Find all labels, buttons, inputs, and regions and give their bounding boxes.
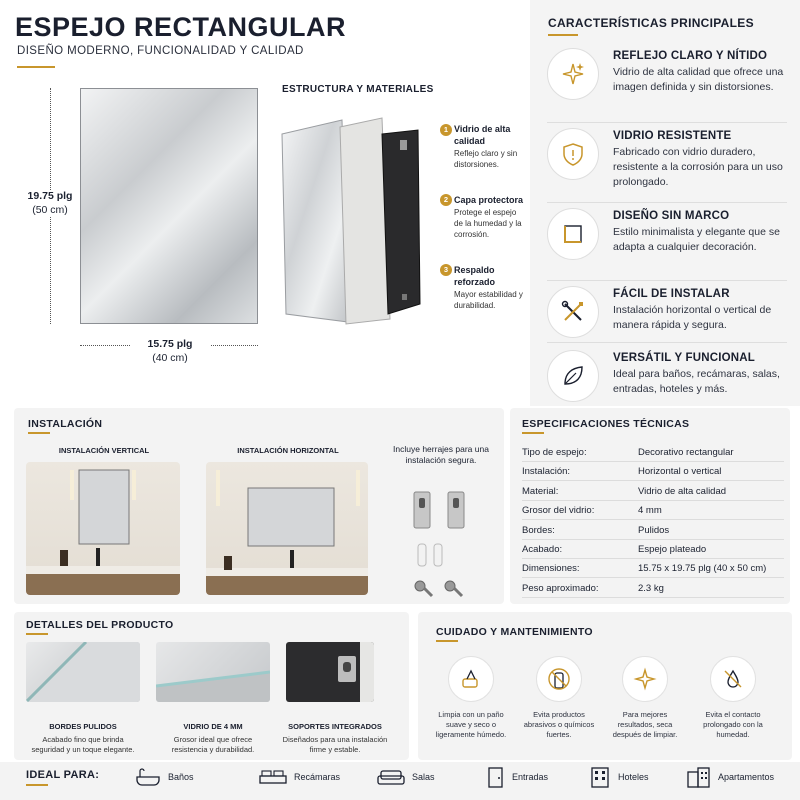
ideal-item-banos [134, 766, 194, 788]
spec-row [522, 559, 784, 578]
detail-title: VIDRIO DE 4 MM [183, 722, 243, 731]
spec-row [522, 521, 784, 540]
details-title: DETALLES DEL PRODUCTO [26, 619, 174, 631]
detail-title: SOPORTES INTEGRADOS [288, 722, 382, 731]
layer-1 [454, 123, 524, 171]
ideal-label: Entradas [512, 772, 549, 782]
detail-mounting-brackets [278, 722, 392, 755]
height-inches: 19.75 plg [27, 190, 73, 202]
tools-icon [547, 286, 599, 338]
detail-desc: Grosor ideal que ofrece resistencia y durabilidad. [171, 735, 255, 755]
mounting-hardware-image [404, 484, 484, 602]
spec-key: Tipo de espejo: [522, 447, 587, 458]
layer-2 [454, 194, 526, 241]
title-underline [17, 66, 55, 68]
ideal-item-entradas [484, 766, 548, 788]
spec-row [522, 443, 784, 462]
feature-title: VERSÁTIL Y FUNCIONAL [613, 352, 756, 364]
spec-value: 4 mm [638, 505, 662, 517]
feature-title: REFLEJO CLARO Y NÍTIDO [613, 50, 768, 62]
cloth-wipe-icon [448, 656, 494, 702]
spec-value: Decorativo rectangular [638, 447, 734, 458]
feature-desc: Instalación horizontal o vertical de manera rápida y segura. [613, 304, 772, 332]
care-desc: Evita productos abrasivos o químicos fuertes. [523, 710, 595, 740]
layer-2-title: Capa protectora [454, 195, 524, 205]
features-title: CARACTERÍSTICAS PRINCIPALES [548, 16, 754, 30]
vertical-install-photo [26, 462, 180, 595]
sparkle-dry-icon [622, 656, 668, 702]
feature-resistant-glass [547, 128, 797, 200]
spec-row [522, 540, 784, 559]
ideal-label: Recámaras [294, 772, 341, 782]
shield-icon [547, 128, 599, 180]
ideal-label: Salas [412, 772, 435, 782]
spec-key: Bordes: [522, 524, 555, 536]
detail-title: BORDES PULIDOS [49, 722, 117, 731]
spec-key: Peso aproximado: [522, 582, 599, 594]
mounting-brackets-photo [286, 642, 374, 702]
ideal-label: Hoteles [618, 772, 649, 782]
spec-row [522, 462, 784, 481]
door-icon [484, 766, 506, 788]
detail-desc: Diseñados para una instalación firme y estable. [282, 735, 388, 755]
horizontal-install-photo [206, 462, 368, 595]
horizontal-install-label: INSTALACIÓN HORIZONTAL [237, 446, 339, 455]
ideal-item-apartamentos [686, 766, 774, 788]
spec-row [522, 501, 784, 520]
care-item-3 [606, 656, 684, 740]
care-item-2 [520, 656, 598, 740]
feature-desc: Vidrio de alta calidad que ofrece una imagen definida y sin distorsiones. [613, 66, 784, 94]
layer-3-desc: Mayor estabilidad y durabilidad. [454, 290, 523, 311]
glass-thickness-photo [156, 642, 270, 702]
ideal-item-salas [376, 766, 435, 788]
no-moisture-icon [710, 656, 756, 702]
bed-icon [258, 766, 288, 788]
ideal-label: Apartamentos [718, 772, 775, 782]
feature-desc: Ideal para baños, recámaras, salas, entradas, hoteles y más. [613, 368, 780, 396]
bathtub-icon [134, 766, 162, 788]
feature-frameless [547, 208, 797, 280]
specs-title: ESPECIFICACIONES TÉCNICAS [522, 418, 690, 430]
frameless-square-icon [547, 208, 599, 260]
layer-number-2: 2 [440, 194, 452, 206]
spec-key: Dimensiones: [522, 563, 580, 575]
spec-value: 15.75 x 19.75 plg (40 x 50 cm) [638, 563, 767, 575]
hotel-icon [588, 766, 612, 788]
spec-value: Horizontal o vertical [638, 466, 722, 478]
vertical-install-label: INSTALACIÓN VERTICAL [58, 446, 150, 455]
no-chemicals-icon [536, 656, 582, 702]
height-dimension [22, 190, 78, 217]
sofa-icon [376, 766, 406, 788]
care-item-4 [694, 656, 772, 740]
mirror-front-view [80, 88, 258, 324]
care-desc: Para mejores resultados, seca después de limpiar. [612, 710, 678, 740]
care-title: CUIDADO Y MANTENIMIENTO [436, 626, 593, 638]
detail-glass-thickness [156, 722, 270, 755]
layer-number-1: 1 [440, 124, 452, 136]
hardware-note: Incluye herrajes para una instalación segura. [393, 444, 489, 466]
installation-title: INSTALACIÓN [28, 418, 103, 430]
spec-value: Espejo plateado [638, 544, 707, 555]
spec-key: Acabado: [522, 544, 563, 555]
height-cm: (50 cm) [32, 203, 68, 216]
layer-number-3: 3 [440, 264, 452, 276]
layer-2-desc: Protege el espejo de la humedad y la corrosión. [454, 208, 522, 239]
width-cm: (40 cm) [152, 351, 188, 364]
ideal-title: IDEAL PARA: [26, 769, 100, 781]
leaf-icon [547, 350, 599, 402]
page-title: ESPEJO RECTANGULAR [15, 12, 347, 42]
feature-easy-install [547, 286, 797, 358]
feature-desc: Estilo minimalista y elegante que se adapta a cualquier decoración. [613, 226, 780, 254]
width-inches: 15.75 plg [147, 338, 193, 350]
layers-exploded-diagram [270, 112, 440, 337]
care-desc: Limpia con un paño suave y seco o ligeramente húmedo. [435, 710, 507, 740]
feature-clear-reflection [547, 48, 797, 120]
layer-1-title: Vidrio de alta calidad [454, 124, 511, 147]
feature-desc: Fabricado con vidrio duradero, resistente a la corrosión para un uso prolongado. [613, 146, 783, 189]
structure-title: ESTRUCTURA Y MATERIALES [282, 84, 434, 95]
feature-title: DISEÑO SIN MARCO [613, 210, 730, 222]
ideal-item-hoteles [588, 766, 649, 788]
spec-key: Grosor del vidrio: [522, 505, 595, 517]
layer-1-desc: Reflejo claro y sin distorsiones. [454, 149, 518, 170]
apartment-icon [686, 766, 712, 788]
spec-value: 2.3 kg [638, 582, 664, 594]
care-desc: Evita el contacto prolongado con la humedad. [703, 710, 763, 740]
width-dimension [130, 338, 210, 365]
page-subtitle: DISEÑO MODERNO, FUNCIONALIDAD Y CALIDAD [17, 45, 304, 57]
ideal-item-recamaras [258, 766, 340, 788]
spec-key: Material: [522, 485, 559, 497]
feature-title: VIDRIO RESISTENTE [613, 130, 732, 142]
layer-3-title: Respaldo reforzado [454, 265, 496, 288]
ideal-label: Baños [168, 772, 194, 782]
care-item-1 [432, 656, 510, 740]
spec-row [522, 482, 784, 501]
spec-value: Vidrio de alta calidad [638, 485, 727, 497]
spec-key: Instalación: [522, 466, 571, 478]
spec-value: Pulidos [638, 524, 670, 536]
sparkle-icon [547, 48, 599, 100]
layer-3 [454, 264, 526, 312]
feature-title: FÁCIL DE INSTALAR [613, 288, 730, 300]
polished-edges-photo [26, 642, 140, 702]
detail-polished-edges [26, 722, 140, 755]
spec-row [522, 579, 784, 598]
detail-desc: Acabado fino que brinda seguridad y un toque elegante. [31, 735, 135, 755]
